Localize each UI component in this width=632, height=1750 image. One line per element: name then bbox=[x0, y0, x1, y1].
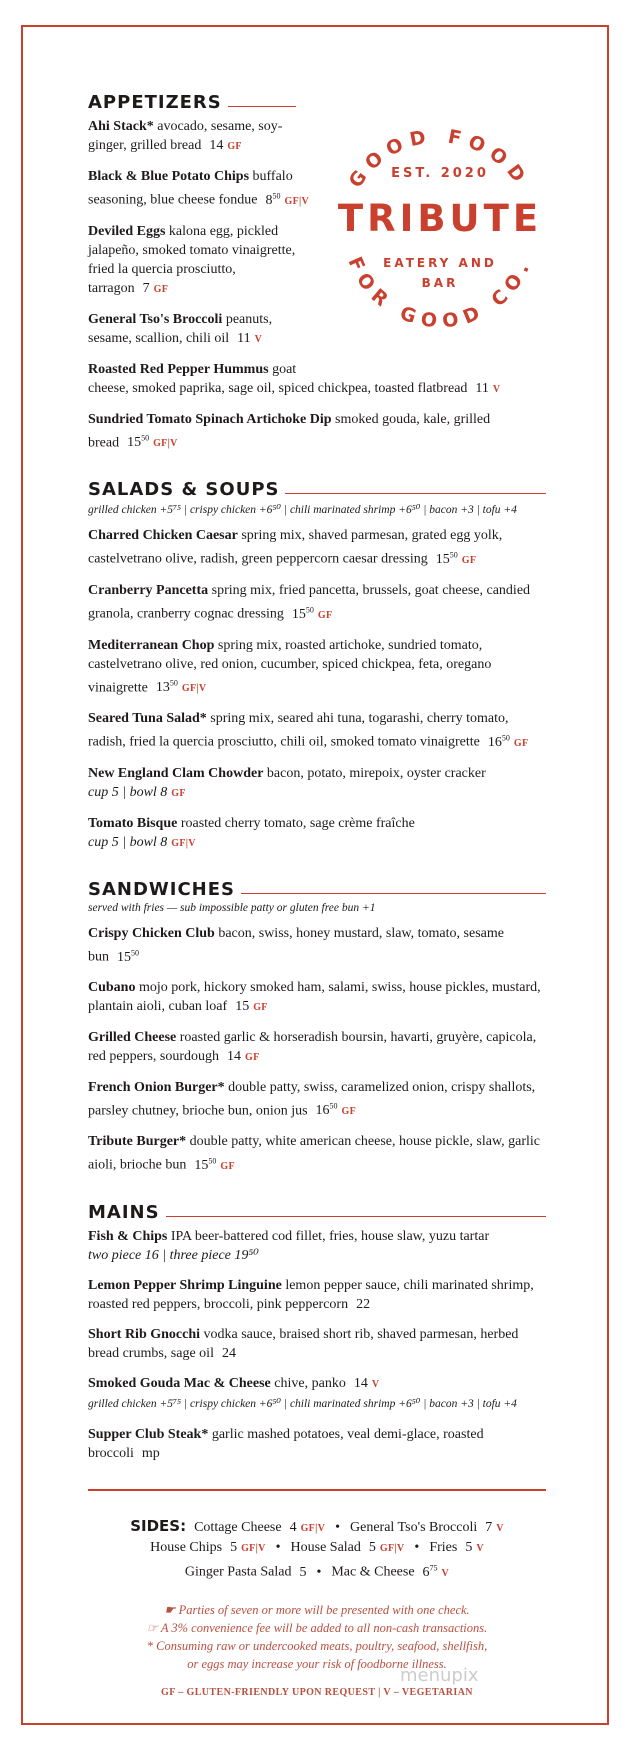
note-line: ☞ A 3% convenience fee will be added to all non-cash transactions. bbox=[146, 1620, 488, 1635]
note-line: * Consuming raw or undercooked meats, poultry, seafood, shellfish, bbox=[146, 1638, 488, 1653]
side-dietary-tags: GF|V bbox=[379, 1542, 405, 1554]
section-title: APPETIZERS bbox=[88, 92, 222, 113]
item-name: Tribute Burger* bbox=[88, 1134, 187, 1150]
section-addons: grilled chicken +5⁷⁵ | crispy chicken +6⁵⁰ | chili marinated shrimp +6⁵⁰ | bacon +3 | tofu +4 bbox=[88, 504, 517, 517]
price-cents: 50 bbox=[501, 733, 510, 743]
item-name: Charred Chicken Caesar bbox=[88, 528, 238, 544]
item-dietary-tags: V bbox=[371, 1378, 380, 1390]
menu-item bbox=[88, 1276, 546, 1314]
menu-item bbox=[88, 924, 546, 967]
menu-item bbox=[88, 1374, 546, 1414]
item-price: 7 bbox=[485, 1519, 493, 1535]
section-header bbox=[88, 879, 546, 900]
section-mains bbox=[88, 1202, 546, 1463]
side-name: Ginger Pasta Salad bbox=[184, 1564, 292, 1580]
menu-item bbox=[88, 1078, 546, 1122]
section-addons: served with fries — sub impossible patty or gluten free bun +1 bbox=[88, 901, 376, 914]
item-description: chive, panko bbox=[274, 1375, 346, 1391]
note-line: ☛ Parties of seven or more will be presented with one check. bbox=[164, 1602, 470, 1617]
item-description: roasted garlic & horseradish boursin, havarti, gruyère, capicola, red peppers, sourdough bbox=[88, 1029, 537, 1064]
dietary-legend: GF – GLUTEN-FRIENDLY UPON REQUEST | V – VEGETARIAN bbox=[161, 1686, 473, 1698]
item-addons: grilled chicken +5⁷⁵ | crispy chicken +6⁵⁰ | chili marinated shrimp +6⁵⁰ | bacon +3 | tofu +4 bbox=[88, 1397, 517, 1410]
side-dietary-tags: V bbox=[496, 1522, 504, 1534]
item-price: $13^{50}$ bbox=[155, 678, 178, 696]
item-dietary-tags: GF|V bbox=[171, 837, 196, 849]
item-name: Sundried Tomato Spinach Artichoke Dip bbox=[88, 411, 332, 427]
menu-item bbox=[88, 1028, 546, 1067]
item-name: Deviled Eggs bbox=[88, 223, 166, 239]
menu-item bbox=[88, 410, 546, 454]
item-description: avocado, sesame, soy-ginger, grilled bread bbox=[88, 119, 283, 153]
item-price: 14 bbox=[209, 138, 224, 153]
side-name: Cottage Cheese bbox=[194, 1519, 282, 1535]
item-price: 5 bbox=[230, 1539, 238, 1555]
item-description: spring mix, roasted artichoke, sundried tomato, castelvetrano olive, red onion, cucumber, spiced chickpea, feta, oregano vinaigrette bbox=[88, 637, 492, 696]
menu-item bbox=[88, 526, 546, 570]
price-cents: 50 bbox=[329, 1101, 338, 1111]
item-price: $15^{50}$ bbox=[291, 604, 314, 622]
separator-dot: • bbox=[275, 1539, 281, 1555]
item-dietary-tags: GF bbox=[253, 1001, 268, 1013]
item-description: spring mix, shaved parmesan, grated egg yolk, castelvetrano olive, radish, green peppercorn caesar dressing bbox=[88, 528, 503, 567]
menu-item bbox=[88, 636, 546, 699]
item-description: lemon pepper sauce, chili marinated shrimp, roasted red peppers, broccoli, pink peppercorn bbox=[88, 1277, 534, 1312]
item-price: $15^{50}$ bbox=[127, 433, 150, 451]
logo-sub2: BAR bbox=[421, 276, 459, 290]
side-name: Fries bbox=[429, 1539, 458, 1555]
item-name: Fish & Chips bbox=[88, 1228, 168, 1244]
item-price: 11 bbox=[475, 380, 489, 396]
item-dietary-tags: GF|V bbox=[181, 683, 207, 695]
sides-label: SIDES: bbox=[130, 1516, 187, 1535]
restaurant-logo bbox=[318, 111, 558, 356]
menu-item bbox=[88, 978, 546, 1017]
item-name: Black & Blue Potato Chips bbox=[88, 169, 250, 184]
item-price: $15^{50}$ bbox=[194, 1156, 217, 1173]
item-price: 14 bbox=[227, 1048, 242, 1064]
side-dietary-tags: V bbox=[441, 1567, 450, 1579]
item-description: garlic mashed potatoes, veal demi-glace, roasted broccoli bbox=[88, 1426, 484, 1461]
item-price: $15^{50}$ bbox=[435, 550, 458, 567]
item-name: Smoked Gouda Mac & Cheese bbox=[88, 1375, 271, 1391]
notes-block bbox=[88, 1601, 546, 1673]
item-dietary-tags: GF bbox=[245, 1051, 260, 1063]
item-portions: cup 5 | bowl 8 bbox=[88, 834, 168, 850]
note-line: or eggs may increase your risk of foodborne illness. bbox=[187, 1656, 447, 1671]
menu-item bbox=[88, 360, 546, 399]
item-price: 5 bbox=[465, 1539, 473, 1555]
sides-row bbox=[88, 1538, 546, 1558]
item-price: $16^{50}$ bbox=[487, 733, 510, 750]
menu-content bbox=[88, 92, 546, 1698]
item-dietary-tags: GF|V bbox=[284, 195, 310, 207]
item-name: Short Rib Gnocchi bbox=[88, 1326, 201, 1342]
item-name: Roasted Red Pepper Hummus bbox=[88, 361, 269, 377]
item-price: 5 bbox=[368, 1539, 376, 1555]
item-name: Seared Tuna Salad* bbox=[88, 711, 207, 727]
item-price: $16^{50}$ bbox=[315, 1101, 338, 1119]
item-portions: two piece 16 | three piece 19⁵⁰ bbox=[88, 1247, 259, 1263]
item-name: Supper Club Steak* bbox=[88, 1426, 209, 1442]
item-price: $6^{75}$ bbox=[422, 1562, 438, 1580]
price-cents: 50 bbox=[272, 191, 281, 200]
section-divider bbox=[166, 1216, 546, 1217]
sides-divider bbox=[88, 1489, 546, 1491]
logo-est: EST. 2020 bbox=[391, 166, 489, 181]
side-name: House Salad bbox=[290, 1539, 361, 1555]
sides-row bbox=[88, 1558, 546, 1583]
menu-item bbox=[88, 581, 546, 625]
item-price: 5 bbox=[299, 1564, 307, 1580]
item-name: General Tso's Broccoli bbox=[88, 311, 223, 327]
item-dietary-tags: GF bbox=[171, 787, 186, 799]
sides-row bbox=[88, 1517, 546, 1538]
item-dietary-tags: GF bbox=[341, 1106, 357, 1118]
menu-item bbox=[88, 709, 546, 753]
logo-bottom-arc: FOR GOOD CO. bbox=[343, 253, 537, 333]
item-description: bacon, swiss, honey mustard, slaw, tomato, sesame bun bbox=[88, 925, 504, 965]
section-appetizers bbox=[88, 92, 546, 453]
item-price: 11 bbox=[237, 330, 251, 346]
item-description: spring mix, seared ahi tuna, togarashi, cherry tomato, radish, fried la quercia prosciutto, chili oil, smoked tomato vinaigrette bbox=[88, 711, 509, 750]
item-dietary-tags: GF bbox=[461, 554, 477, 566]
item-price: 7 bbox=[142, 280, 150, 296]
menu-item bbox=[88, 1325, 546, 1363]
price-cents: 50 bbox=[141, 433, 150, 443]
item-name: Cranberry Pancetta bbox=[88, 582, 209, 598]
item-price: 4 bbox=[289, 1519, 297, 1535]
separator-dot: • bbox=[316, 1564, 322, 1580]
section-title: SALADS & SOUPS bbox=[88, 479, 280, 501]
section-header bbox=[88, 479, 546, 500]
menu-item bbox=[88, 1132, 546, 1176]
item-description: double patty, swiss, caramelized onion, crispy shallots, parsley chutney, brioche bun, onion jus bbox=[88, 1079, 536, 1119]
item-dietary-tags: GF bbox=[227, 141, 242, 152]
item-description: roasted cherry tomato, sage crème fraîche bbox=[180, 815, 415, 831]
item-description: goat cheese, smoked paprika, sage oil, spiced chickpea, toasted flatbread bbox=[88, 361, 468, 396]
menu-item bbox=[88, 764, 546, 803]
item-description: smoked gouda, kale, grilled bread bbox=[88, 411, 491, 451]
item-price: $8^{50}$ bbox=[265, 191, 281, 208]
item-dietary-tags: GF bbox=[220, 1160, 235, 1172]
side-name: Mac & Cheese bbox=[331, 1564, 415, 1580]
item-dietary-tags: GF|V bbox=[153, 438, 178, 450]
section-header bbox=[88, 92, 546, 113]
item-name: Lemon Pepper Shrimp Linguine bbox=[88, 1277, 282, 1293]
logo-name: TRIBUTE bbox=[337, 197, 543, 240]
item-description: mojo pork, hickory smoked ham, salami, swiss, house pickles, mustard, plantain aioli, cuban loaf bbox=[88, 979, 541, 1014]
item-description: IPA beer-battered cod fillet, fries, house slaw, yuzu tartar bbox=[170, 1228, 490, 1244]
item-price: $15^{50}$ bbox=[117, 947, 139, 965]
item-price: 24 bbox=[221, 1345, 236, 1361]
item-price: 14 bbox=[353, 1375, 368, 1391]
section-title: MAINS bbox=[88, 1201, 160, 1223]
item-description: peanuts, sesame, scallion, chili oil bbox=[88, 311, 273, 346]
price-cents: 75 bbox=[429, 1562, 438, 1572]
watermark: menupix bbox=[400, 1665, 479, 1686]
menu-item bbox=[88, 1425, 546, 1463]
menu-item bbox=[88, 814, 546, 853]
sides-block bbox=[88, 1517, 546, 1583]
item-description: spring mix, fried pancetta, brussels, goat cheese, candied granola, cranberry cognac dressing bbox=[88, 582, 531, 622]
price-cents: 50 bbox=[449, 550, 458, 560]
separator-dot: • bbox=[335, 1519, 340, 1535]
side-dietary-tags: GF|V bbox=[241, 1542, 266, 1554]
section-title: SANDWICHES bbox=[88, 878, 235, 900]
item-description: buffalo seasoning, blue cheese fondue bbox=[88, 169, 293, 208]
item-name: Grilled Cheese bbox=[88, 1029, 177, 1045]
price-cents: 50 bbox=[131, 947, 139, 957]
item-name: Crispy Chicken Club bbox=[88, 925, 215, 941]
logo-top-arc: GOOD FOOD bbox=[344, 125, 534, 192]
item-description: kalona egg, pickled jalapeño, smoked tomato vinaigrette, fried la quercia prosciutto, tarragon bbox=[88, 223, 296, 296]
item-name: French Onion Burger* bbox=[88, 1079, 225, 1095]
item-portions: cup 5 | bowl 8 bbox=[88, 784, 168, 800]
item-description: bacon, potato, mirepoix, oyster cracker bbox=[266, 765, 486, 781]
item-description: vodka sauce, braised short rib, shaved parmesan, herbed bread crumbs, sage oil bbox=[88, 1326, 519, 1361]
item-name: Cubano bbox=[88, 979, 136, 995]
side-name: House Chips bbox=[150, 1539, 223, 1555]
side-dietary-tags: GF|V bbox=[300, 1522, 326, 1534]
item-name: Mediterranean Chop bbox=[88, 637, 215, 653]
item-dietary-tags: GF bbox=[317, 609, 333, 621]
section-header bbox=[88, 1202, 546, 1223]
section-divider bbox=[285, 493, 546, 494]
side-dietary-tags: V bbox=[476, 1542, 484, 1554]
section-divider bbox=[228, 106, 296, 107]
item-dietary-tags: GF bbox=[513, 737, 529, 749]
price-cents: 50 bbox=[208, 1156, 217, 1166]
item-dietary-tags: V bbox=[492, 383, 501, 395]
menu-item bbox=[88, 1227, 546, 1265]
section-salads-soups bbox=[88, 479, 546, 853]
item-price: 15 bbox=[235, 998, 250, 1014]
item-description: double patty, white american cheese, house pickle, slaw, garlic aioli, brioche bun bbox=[88, 1134, 541, 1173]
item-name: New England Clam Chowder bbox=[88, 765, 264, 781]
item-dietary-tags: V bbox=[254, 333, 263, 345]
price-cents: 50 bbox=[305, 604, 314, 614]
item-dietary-tags: GF bbox=[153, 283, 169, 295]
item-name: Tomato Bisque bbox=[88, 815, 178, 831]
separator-dot: • bbox=[414, 1539, 420, 1555]
item-price: mp bbox=[141, 1445, 160, 1461]
price-cents: 50 bbox=[169, 678, 178, 688]
logo-sub1: EATERY AND bbox=[383, 256, 497, 270]
item-name: Ahi Stack* bbox=[88, 119, 154, 134]
side-name: General Tso's Broccoli bbox=[350, 1519, 478, 1535]
item-price: 22 bbox=[356, 1296, 371, 1312]
section-divider bbox=[241, 893, 546, 894]
section-sandwiches bbox=[88, 879, 546, 1176]
